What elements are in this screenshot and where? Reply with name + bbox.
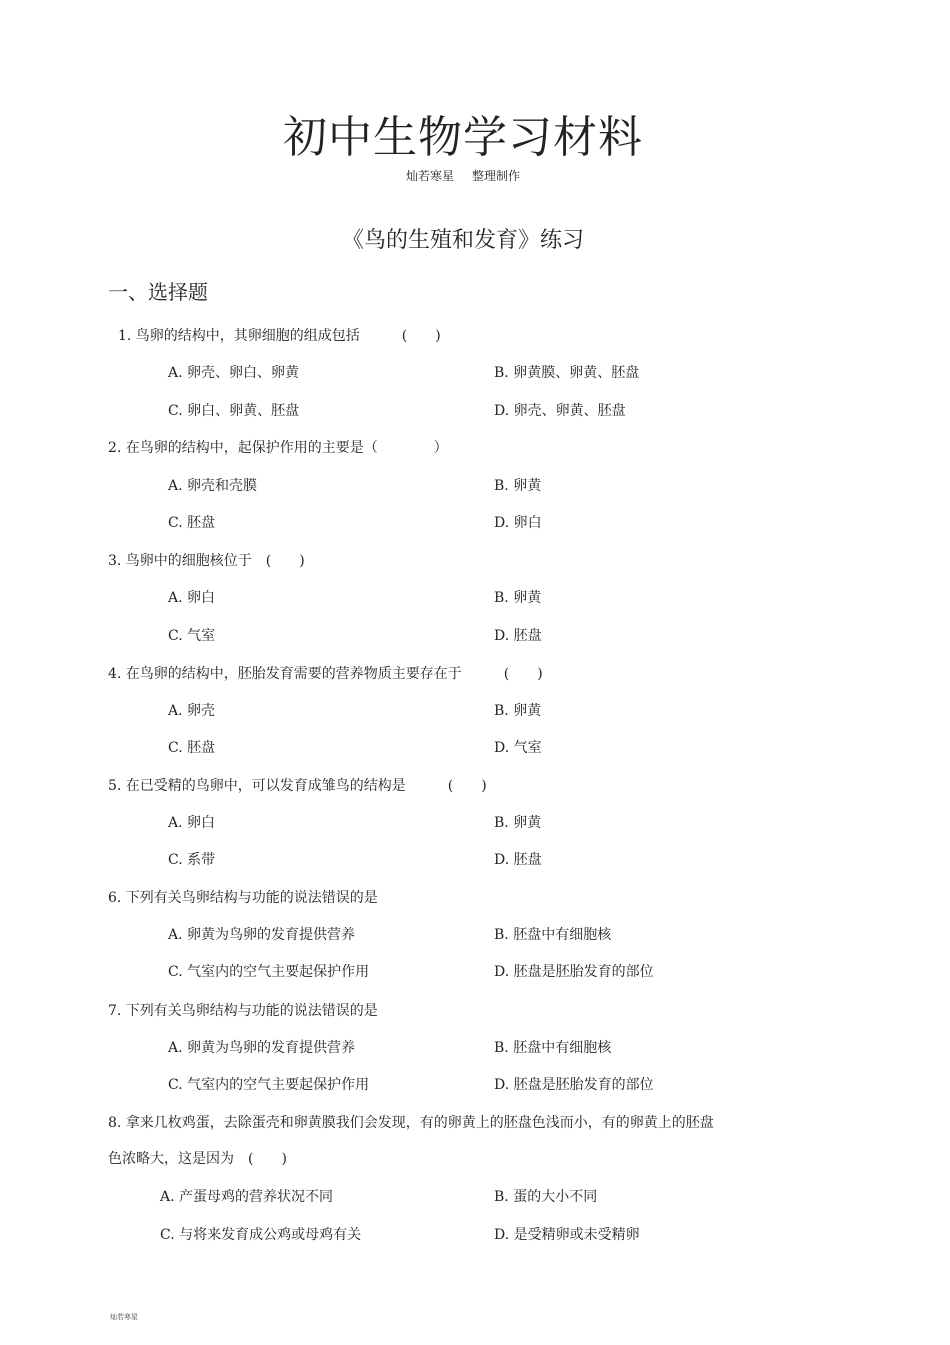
option-c: C. 气室 — [168, 628, 216, 644]
option-a: A. 卵黄为鸟卵的发育提供营养 — [168, 1040, 356, 1056]
question-stem: 7. 下列有关鸟卵结构与功能的说法错误的是 — [108, 1003, 378, 1019]
question-stem: 3. 鸟卵中的细胞核位于 ( ) — [108, 553, 305, 569]
option-b: B. 卵黄 — [494, 478, 542, 494]
section-heading: 一、选择题 — [108, 280, 208, 304]
option-b: B. 卵黄 — [494, 590, 542, 606]
question-stem: 6. 下列有关鸟卵结构与功能的说法错误的是 — [108, 890, 378, 906]
option-b: B. 胚盘中有细胞核 — [494, 1040, 612, 1056]
option-d: D. 卵白 — [494, 515, 542, 531]
option-a: A. 产蛋母鸡的营养状况不同 — [160, 1189, 334, 1205]
option-d: D. 胚盘 — [494, 628, 542, 644]
byline — [0, 168, 926, 184]
question-stem: 8. 拿来几枚鸡蛋，去除蛋壳和卵黄膜我们会发现，有的卵黄上的胚盘色浅而小，有的卵黄上的胚盘 — [108, 1115, 714, 1131]
option-d: D. 气室 — [494, 740, 542, 756]
option-a: A. 卵白 — [168, 590, 216, 606]
option-a: A. 卵壳、卵白、卵黄 — [168, 365, 300, 381]
option-d: D. 胚盘 — [494, 852, 542, 868]
option-c: C. 与将来发育成公鸡或母鸡有关 — [160, 1227, 362, 1243]
question-stem: 1. 鸟卵的结构中，其卵细胞的组成包括 ( ) — [118, 328, 441, 344]
page-footer: 灿若寒星 — [110, 1313, 138, 1321]
option-c: C. 系带 — [168, 852, 216, 868]
option-b: B. 卵黄 — [494, 815, 542, 831]
option-b: B. 胚盘中有细胞核 — [494, 927, 612, 943]
question-stem-continued: 色浓略大，这是因为 ( ) — [108, 1151, 287, 1167]
option-a: A. 卵壳 — [168, 703, 216, 719]
option-c: C. 卵白、卵黄、胚盘 — [168, 403, 300, 419]
option-c: C. 胚盘 — [168, 740, 216, 756]
option-d: D. 是受精卵或未受精卵 — [494, 1227, 640, 1243]
document-title: 《鸟的生殖和发育》练习 — [341, 228, 584, 253]
option-a: A. 卵黄为鸟卵的发育提供营养 — [168, 927, 356, 943]
author-name: 灿若寒星 — [405, 169, 454, 183]
question-stem: 2. 在鸟卵的结构中，起保护作用的主要是（ ） — [108, 440, 448, 456]
option-d: D. 胚盘是胚胎发育的部位 — [494, 1077, 654, 1093]
option-c: C. 胚盘 — [168, 515, 216, 531]
question-stem: 4. 在鸟卵的结构中，胚胎发育需要的营养物质主要存在于 ( ) — [108, 666, 543, 682]
option-c: C. 气室内的空气主要起保护作用 — [168, 1077, 370, 1093]
option-b: B. 卵黄 — [494, 703, 542, 719]
option-b: B. 卵黄膜、卵黄、胚盘 — [494, 365, 640, 381]
option-d: D. 胚盘是胚胎发育的部位 — [494, 964, 654, 980]
page-title: 初中生物学习材料 — [283, 112, 643, 163]
option-c: C. 气室内的空气主要起保护作用 — [168, 964, 370, 980]
option-b: B. 蛋的大小不同 — [494, 1189, 598, 1205]
option-a: A. 卵壳和壳膜 — [168, 478, 258, 494]
question-stem: 5. 在已受精的鸟卵中，可以发育成雏鸟的结构是 ( ) — [108, 778, 487, 794]
option-d: D. 卵壳、卵黄、胚盘 — [494, 403, 626, 419]
credit-text: 整理制作 — [472, 169, 521, 183]
option-a: A. 卵白 — [168, 815, 216, 831]
